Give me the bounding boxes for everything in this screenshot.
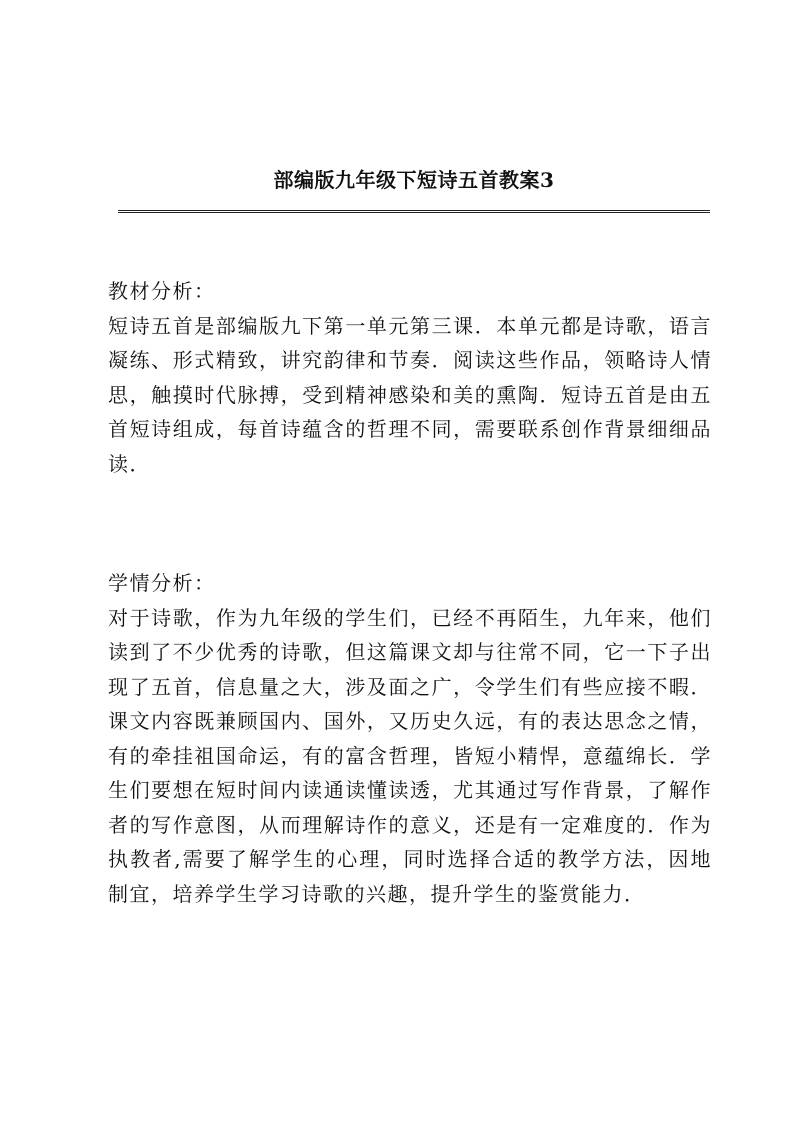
section-student-analysis [108, 566, 712, 911]
section-paragraph: 对于诗歌，作为九年级的学生们，已经不再陌生，九年来，他们读到了不少优秀的诗歌，但这篇课文却与往常不同，它一下子出现了五首，信息量之大，涉及面之广，令学生们有些应接不暇．课文内容既兼顾国内、国外，又历史久远，有的表达思念之情，有的牵挂祖国命运，有的富含哲理，皆短小精悍，意蕴绵长．学生们要想在短时间内读通读懂读透，尤其通过写作背景，了解作者的写作意图，从而理解诗作的意义，还是有一定难度的．作为执教者,需要了解学生的心理，同时选择合适的教学方法，因地制宜，培养学生学习诗歌的兴趣，提升学生的鉴赏能力． [108, 605, 712, 906]
section-paragraph: 短诗五首是部编版九下第一单元第三课．本单元都是诗歌，语言凝练、形式精致，讲究韵律和节奏．阅读这些作品，领略诗人情思，触摸时代脉搏，受到精神感染和美的熏陶．短诗五首是由五首短诗组成，每首诗蕴含的哲理不同，需要联系创作背景细细品读． [108, 313, 712, 476]
section-heading: 学情分析： [108, 571, 216, 595]
document-title: 部编版九年级下短诗五首教案3 [273, 168, 555, 192]
section-textbook-analysis [108, 274, 712, 481]
section-heading: 教材分析： [108, 279, 216, 303]
title-underline [118, 210, 710, 213]
